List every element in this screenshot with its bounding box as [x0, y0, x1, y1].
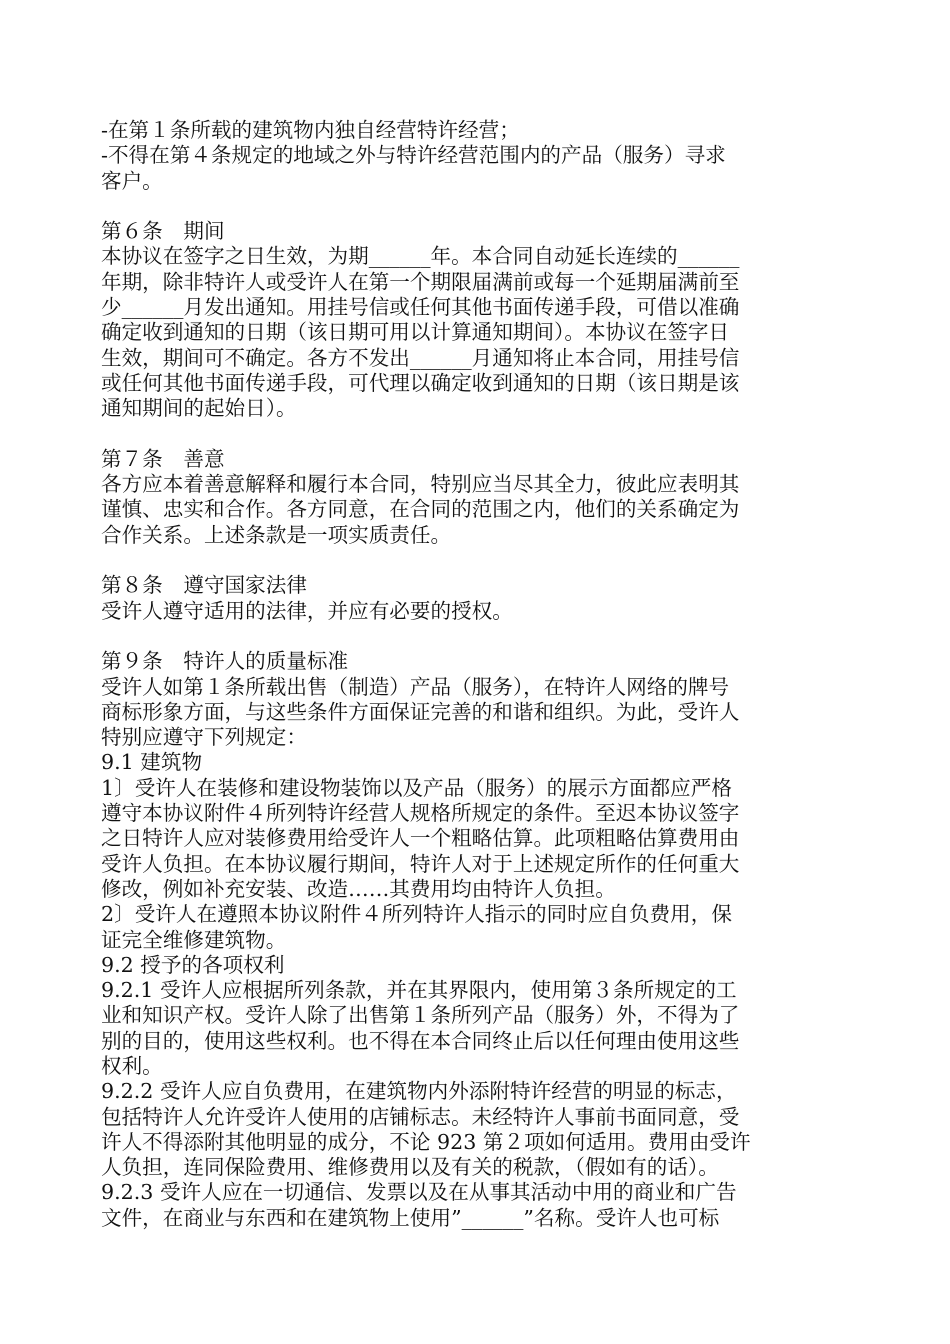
article-9-heading: 第９条 特许人的质量标准: [101, 649, 349, 674]
text-line: 受许人如第１条所载出售（制造）产品（服务），在特许人网络的牌号: [101, 674, 730, 699]
text-line: 商标形象方面，与这些条件方面保证完善的和谐和组织。为此，受许人: [101, 699, 740, 724]
text-line: 2〕受许人在遵照本协议附件４所列特许人指示的同时应自负费用，保: [101, 902, 732, 927]
intro-clauses: [101, 118, 853, 194]
text-line: 年期，除非特许人或受许人在第一个期限届满前或每一个延期届满前至: [101, 269, 740, 294]
text-line: 证完全维修建筑物。: [101, 927, 287, 952]
text-line: 少______月发出通知。用挂号信或任何其他书面传递手段，可借以准确: [101, 295, 740, 320]
text-line: 包括特许人允许受许人使用的店铺标志。未经特许人事前书面同意，受: [101, 1104, 740, 1129]
paragraph-spacer: [101, 194, 853, 219]
text-line: 文件，在商业与东西和在建筑物上使用”______”名称。受许人也可标: [101, 1205, 720, 1230]
text-line: 9.1 建筑物: [101, 750, 203, 775]
paragraph-spacer: [101, 422, 853, 447]
article-6-heading: 第６条 期间: [101, 219, 225, 244]
article-9-body: [101, 675, 853, 1232]
text-line: 本协议在签字之日生效，为期______年。本合同自动延长连续的______: [101, 244, 740, 269]
text-line: 9.2 授予的各项权利: [101, 952, 285, 977]
article-6-body: [101, 244, 853, 421]
text-line: 确定收到通知的日期（该日期可用以计算通知期间）。本协议在签字日: [101, 320, 730, 345]
text-line: 人负担，连同保险费用、维修费用以及有关的税款，（假如有的话）。: [101, 1155, 719, 1180]
text-line: -不得在第４条规定的地域之外与特许经营范围内的产品（服务）寻求: [101, 143, 726, 168]
text-line: 修改，例如补充安装、改造……其费用均由特许人负担。: [101, 876, 616, 901]
text-line: 合作关系。上述条款是一项实质责任。: [101, 522, 452, 547]
article-7-heading: 第７条 善意: [101, 446, 225, 471]
text-line: 受许人负担。在本协议履行期间，特许人对于上述规定所作的任何重大: [101, 851, 740, 876]
text-line: 生效，期间可不确定。各方不发出______月通知将止本合同，用挂号信: [101, 345, 740, 370]
paragraph-spacer: [101, 624, 853, 649]
text-line: 9.2.2 受许人应自负费用，在建筑物内外添附特许经营的明显的标志，: [101, 1079, 737, 1104]
paragraph-spacer: [101, 548, 853, 573]
text-line: 受许人遵守适用的法律，并应有必要的授权。: [101, 598, 513, 623]
text-line: 通知期间的起始日）。: [101, 396, 297, 421]
text-line: 各方应本着善意解释和履行本合同，特别应当尽其全力，彼此应表明其: [101, 472, 740, 497]
text-line: 遵守本协议附件４所列特许经营人规格所规定的条件。至迟本协议签字: [101, 801, 740, 826]
text-line: 许人不得添附其他明显的成分，不论 923 第２项如何适用。费用由受许: [101, 1129, 751, 1154]
text-line: 业和知识产权。受许人除了出售第１条所列产品（服务）外，不得为了: [101, 1003, 740, 1028]
text-line: 别的目的，使用这些权利。也不得在本合同终止后以任何理由使用这些: [101, 1028, 740, 1053]
article-7-body: [101, 472, 853, 548]
article-8-heading: 第８条 遵守国家法律: [101, 573, 307, 598]
text-line: -在第１条所载的建筑物内独自经营特许经营；: [101, 118, 520, 142]
document-page: [101, 118, 853, 1231]
text-line: 9.2.1 受许人应根据所列条款，并在其界限内，使用第３条所规定的工: [101, 978, 737, 1003]
article-8-body: [101, 599, 853, 624]
text-line: 9.2.3 受许人应在一切通信、发票以及在从事其活动中用的商业和广告: [101, 1180, 737, 1205]
text-line: 或任何其他书面传递手段，可代理以确定收到通知的日期（该日期是该: [101, 370, 740, 395]
text-line: 客户。: [101, 168, 163, 193]
text-line: 权利。: [101, 1053, 163, 1078]
text-line: 谨慎、忠实和合作。各方同意，在合同的范围之内，他们的关系确定为: [101, 497, 740, 522]
text-line: 之日特许人应对装修费用给受许人一个粗略估算。此项粗略估算费用由: [101, 826, 740, 851]
text-line: 特别应遵守下列规定：: [101, 725, 307, 750]
text-line: 1〕受许人在装修和建设物装饰以及产品（服务）的展示方面都应严格: [101, 775, 732, 800]
